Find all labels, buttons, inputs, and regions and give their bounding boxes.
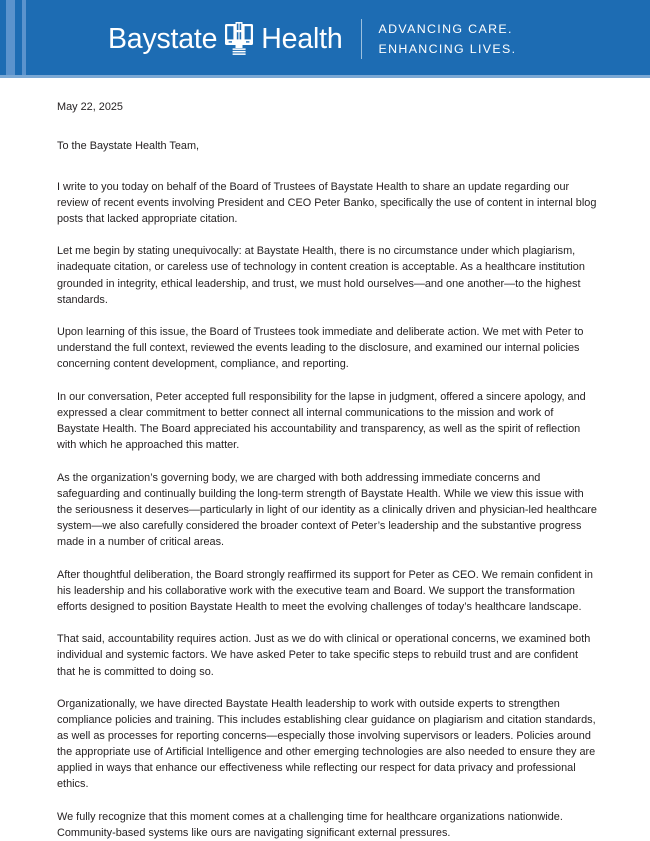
brand-lockup — [108, 0, 516, 78]
letterhead-stripe-decoration — [0, 0, 30, 78]
tagline-divider — [361, 19, 362, 59]
letter-paragraph: As the organization’s governing body, we are charged with both addressing immediate concerns and safeguarding and continually building the long-term strength of Baystate Health. While we view this issue with the seriousness it deserves—particularly in light of our identity as a clinically driven and physician-led healthcare system—we also carefully considered the broader context of Peter’s leadership and the substantive progress made in a number of critical areas. — [57, 471, 597, 549]
letter-paragraph: I write to you today on behalf of the Board of Trustees of Baystate Health to share an update regarding our review of recent events involving President and CEO Peter Banko, specifically the use of content in internal blog posts that lacked appropriate citation. — [57, 180, 597, 225]
letter-date: May 22, 2025 — [57, 101, 123, 113]
letterhead-banner — [0, 0, 650, 78]
tagline-line-2: ENHANCING LIVES. — [378, 42, 517, 56]
stripe-2 — [6, 0, 15, 78]
tagline-line-1: ADVANCING CARE. — [378, 21, 513, 36]
letter-paragraph: Upon learning of this issue, the Board of Trustees took immediate and deliberate action. We met with Peter to understand the full context, reviewed the events leading to the disclosure, and examined our internal policies concerning content development, compliance, and reporting. — [57, 326, 584, 371]
letter-paragraph: After thoughtful deliberation, the Board strongly reaffirmed its support for Peter as CEO. We remain confident in his leadership and his collaborative work with the executive team and Board. We support the transformation efforts designed to position Baystate Health to meet the evolving challenges of today’s healthcare landscape. — [57, 568, 593, 613]
stripe-5 — [26, 0, 30, 78]
letterhead-underline — [0, 75, 650, 78]
letter-paragraph: In our conversation, Peter accepted full responsibility for the lapse in judgment, offered a sincere apology, and expressed a clear commitment to better connect all internal communications to the mission and work of Baystate Health. The Board appreciated his accountability and transparency, as well as the spirit of reflection with which he approached this matter. — [57, 390, 586, 452]
brand-name-baystate: Baystate — [108, 22, 218, 55]
letter-paragraph: Let me begin by stating unequivocally: at Baystate Health, there is no circumstance under which plagiarism, inadequate citation, or careless use of technology in content creation is acceptable. As a healthcare institution grounded in integrity, ethical leadership, and trust, we must hold ourselves—and one another—to the highest standards. — [57, 245, 585, 306]
letter-paragraph: Organizationally, we have directed Baystate Health leadership to work with outside experts to strengthen compliance policies and training. This includes establishing clear guidance on plagiarism and citation standards, as well as processes for reporting concerns—especially those involving supervisors or leaders. Policies around the appropriate use of Artificial Intelligence and other emerging technologies are also needed to ensure they are applied in ways that enhance our effectiveness while reflecting our respect for data privacy and professional ethics. — [57, 698, 596, 791]
baystate-building-icon — [224, 22, 254, 56]
letter-body — [0, 78, 650, 841]
letter-paragraph: That said, accountability requires action. Just as we do with clinical or operational concerns, we examined both individual and systemic factors. We have asked Peter to take specific steps to rebuild trust and are confident that he is committed to doing so. — [57, 633, 591, 678]
letter-paragraph: We fully recognize that this moment comes at a challenging time for healthcare organizations nationwide. Community-based systems like ours are navigating significant external pressures. — [57, 811, 563, 840]
brand-tagline — [378, 19, 516, 60]
letter-salutation: To the Baystate Health Team, — [57, 139, 200, 152]
brand-name-health: Health — [261, 22, 343, 55]
stripe-3 — [15, 0, 22, 78]
